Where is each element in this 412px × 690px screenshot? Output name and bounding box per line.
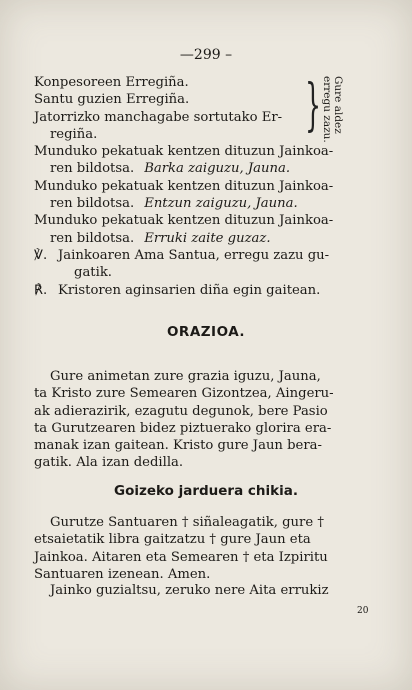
paragraph-line: manak izan gaitean. Kristo gure Jaun bera- <box>34 438 322 454</box>
litany-line: ren bildotsa. Barka zaiguzu, Jauna. <box>50 161 291 177</box>
section-heading-goizeko: Goizeko jarduera chikia. <box>114 483 298 499</box>
signature-mark: 20 <box>357 606 369 616</box>
section-heading-orazioa: ORAZIOA. <box>166 324 246 340</box>
paragraph-line: Jainko guzialtsu, zeruko nere Aita errukiz <box>50 583 329 598</box>
versicle-line-continued: gatik. <box>74 265 113 281</box>
brace-icon: } <box>305 73 322 138</box>
paragraph-line: Gure animetan zure grazia iguzu, Jauna, <box>50 369 321 384</box>
litany-line: regiña. <box>50 126 98 142</box>
response-line: ℟. Kristoren aginsarien diña egin gaitean. <box>34 282 321 298</box>
paragraph-line: ta Kristo zure Semearen Gizontzea, Aingeru- <box>34 386 334 402</box>
paragraph-line: gatik. Ala izan dedilla. <box>34 455 184 471</box>
page-number: —299 – <box>179 47 233 63</box>
side-note-text: Gure aldez erregu zazu. <box>321 76 344 143</box>
litany-line: Jatorrizko manchagabe sortutako Er- <box>34 109 283 125</box>
litany-line: ren bildotsa. Entzun zaiguzu, Jauna. <box>50 196 298 212</box>
paragraph-line: Santuaren izenean. Amen. <box>34 566 211 582</box>
paragraph-line: ak adierazirik, ezagutu degunok, bere Pasio <box>34 403 328 419</box>
orazioa-paragraph <box>34 368 344 472</box>
paragraph-line: Jainkoa. Aitaren eta Semearen † eta Izpiritu <box>34 549 328 565</box>
litany-response: Erruki zaite guzaz. <box>144 230 271 246</box>
litany-line: Munduko pekatuak kentzen dituzun Jainkoa- <box>34 213 334 229</box>
paragraph-line: Gurutze Santuaren † siñaleagatik, gure † <box>50 515 324 530</box>
litany-line: Munduko pekatuak kentzen dituzun Jainkoa- <box>34 144 334 160</box>
side-note <box>305 73 345 143</box>
litany-response: Entzun zaiguzu, Jauna. <box>144 196 298 212</box>
litany-line: Munduko pekatuak kentzen dituzun Jainkoa- <box>34 178 334 194</box>
versicle-marker: ℣. <box>34 247 48 263</box>
litany-response: Barka zaiguzu, Jauna. <box>144 161 291 177</box>
litany-line: Konpesoreen Erregiña. <box>34 75 189 90</box>
goizeko-paragraph <box>34 514 344 583</box>
closing-paragraph <box>34 582 344 599</box>
paragraph-line: etsaietatik libra gaitzatzu † gure Jaun eta <box>34 532 311 548</box>
litany-line: Santu guzien Erregiña. <box>34 92 190 108</box>
paragraph-line: ta Gurutzearen bidez piztuerako glorira era- <box>34 420 332 436</box>
versicle-line: ℣. Jainkoaren Ama Santua, erregu zazu gu- <box>34 247 330 263</box>
litany-line: ren bildotsa. Erruki zaite guzaz. <box>50 230 271 246</box>
response-marker: ℟. <box>34 282 48 298</box>
